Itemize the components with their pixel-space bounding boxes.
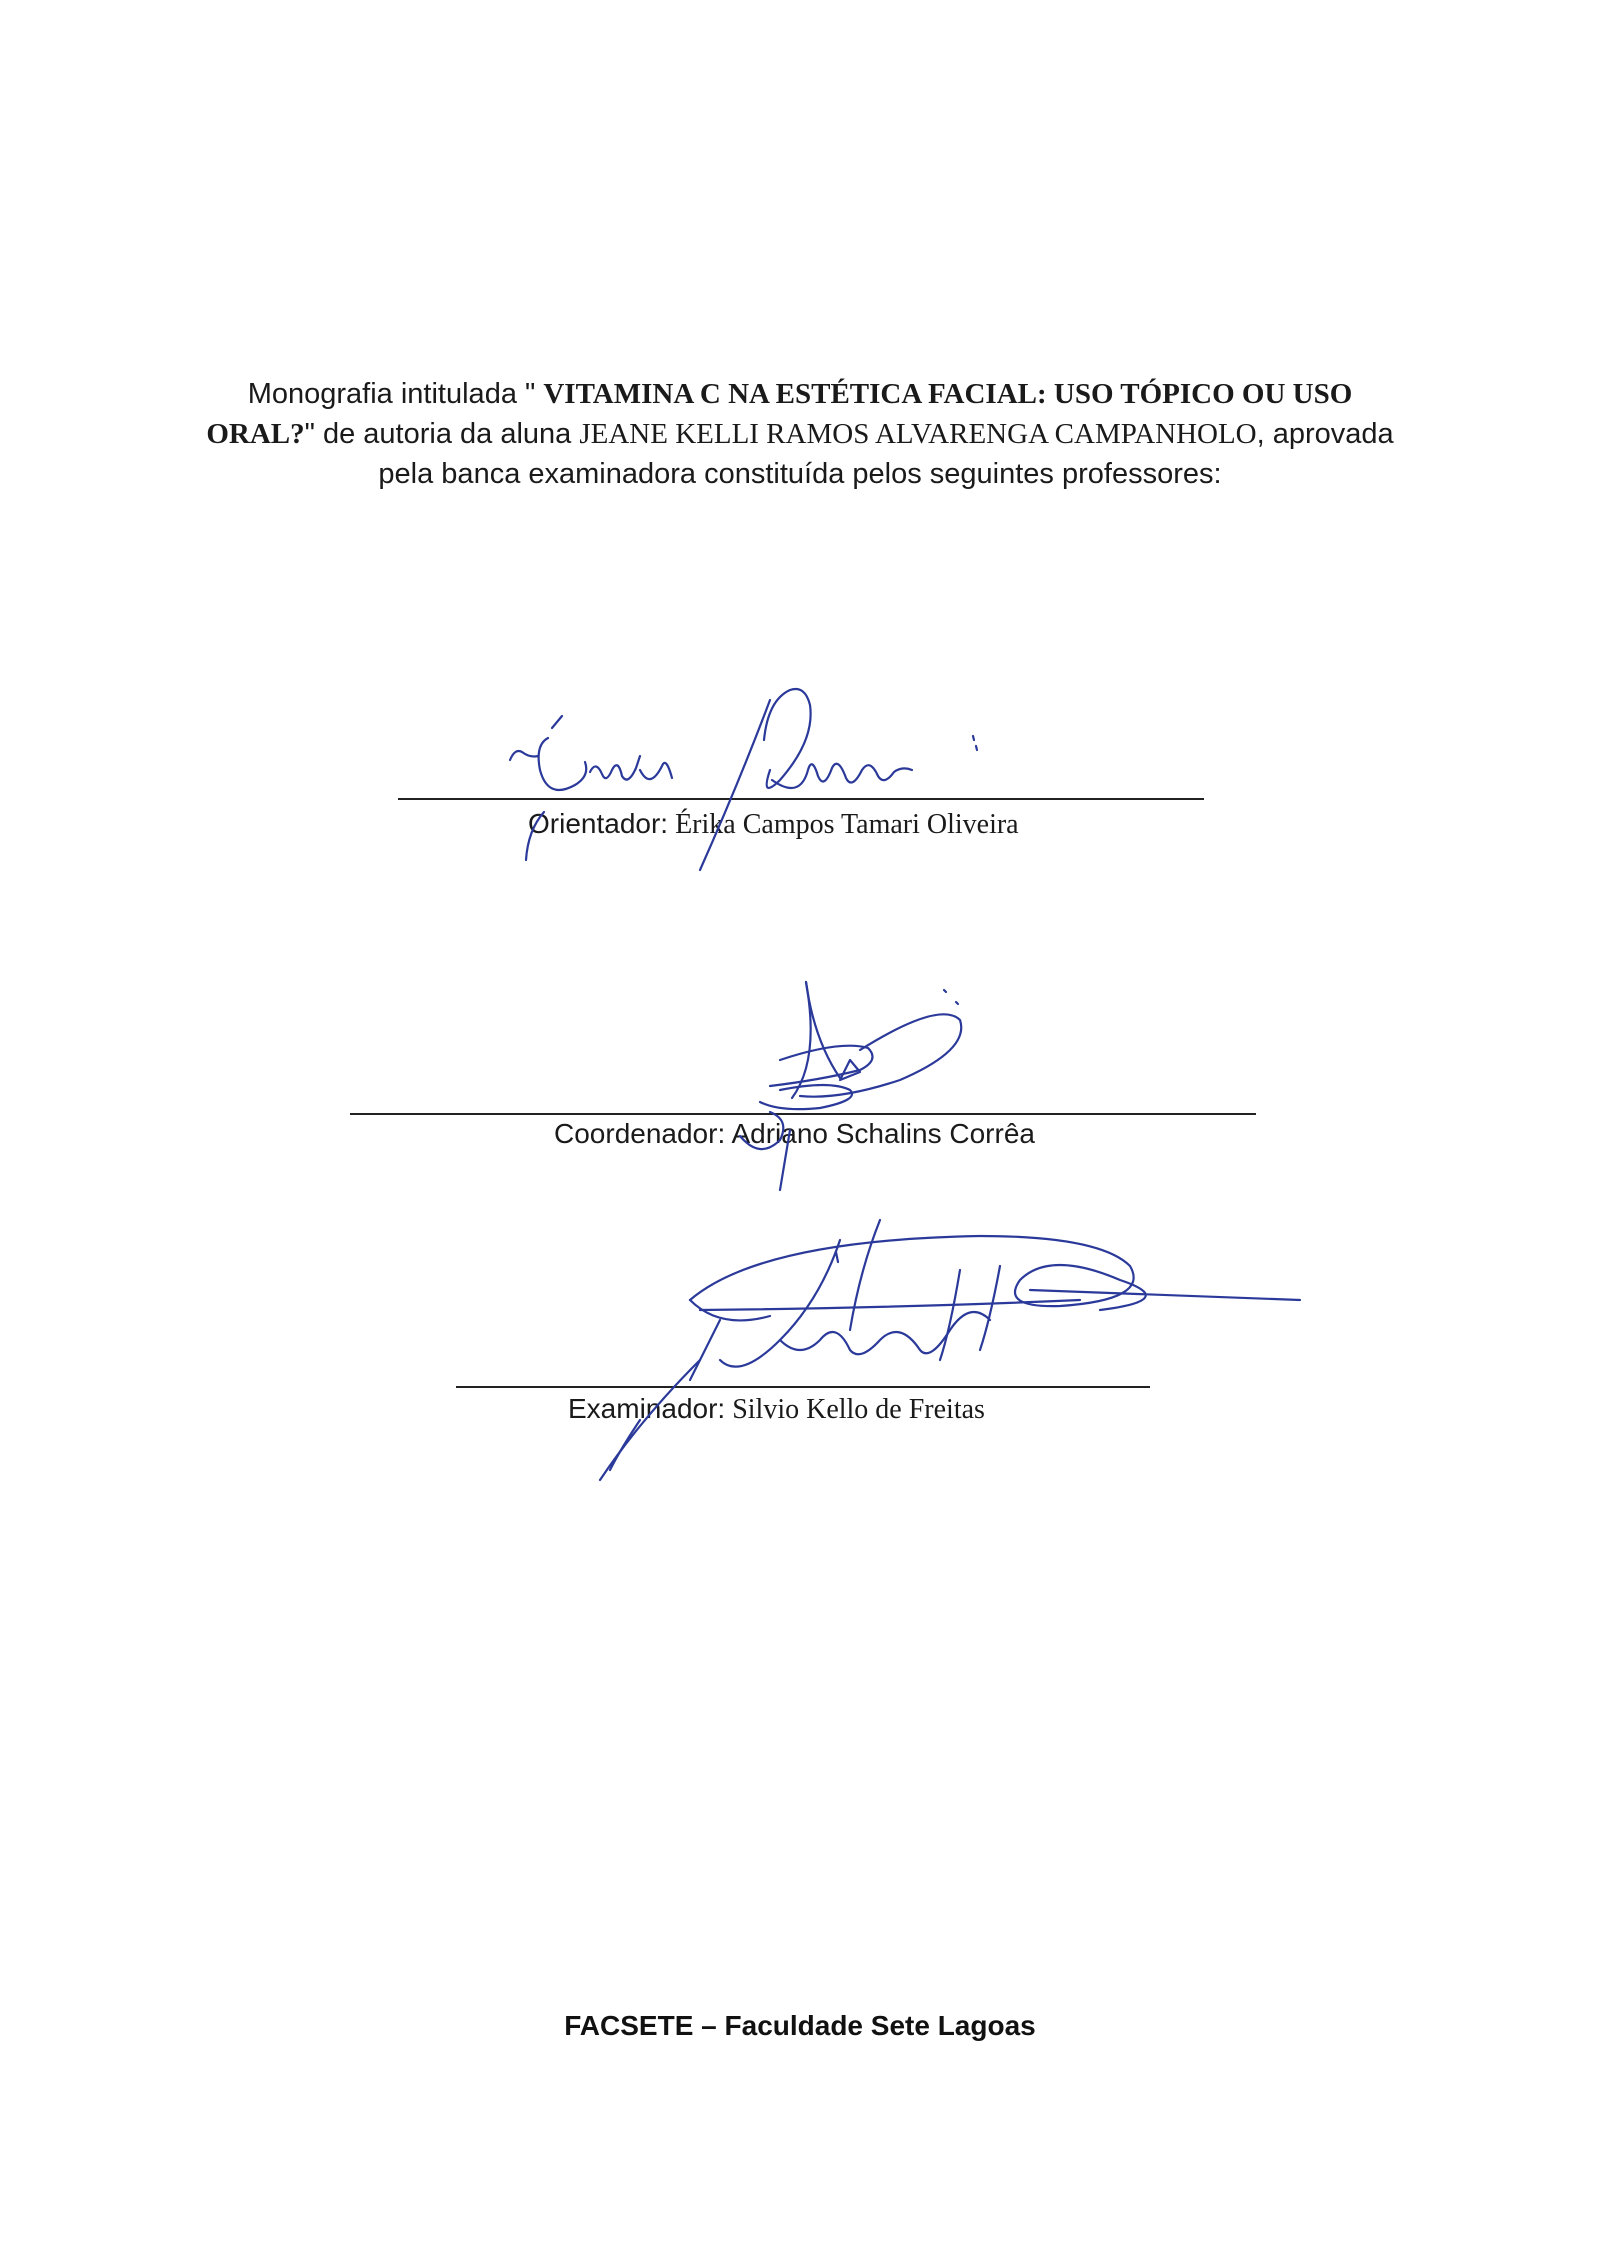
handwritten-signature-1 <box>510 689 977 870</box>
role-orientador: Orientador: <box>528 808 669 839</box>
signature-line-coordenador <box>350 1113 1256 1115</box>
name-orientador: Érika Campos Tamari Oliveira <box>675 809 1019 840</box>
institution-footer: FACSETE – Faculdade Sete Lagoas <box>564 2010 1036 2041</box>
signature-line-orientador <box>398 798 1204 800</box>
name-coordenador: Adriano Schalins Corrêa <box>731 1118 1035 1149</box>
caption-examinador <box>568 1393 985 1426</box>
signature-line-examinador <box>456 1386 1150 1388</box>
name-examinador: Silvio Kello de Freitas <box>732 1394 985 1425</box>
thesis-title: VITAMINA C NA ESTÉTICA FACIAL: USO TÓPICO OU USO ORAL? <box>206 378 1353 450</box>
intro-lead: Monografia intitulada " <box>247 378 544 410</box>
student-name: JEANE KELLI RAMOS ALVARENGA CAMPANHOLO <box>579 418 1257 450</box>
intro-tail: , aprovada pela banca examinadora constituída pelos seguintes professores: <box>378 418 1394 490</box>
handwritten-signature-2 <box>740 982 961 1190</box>
intro-mid: " de autoria da aluna <box>304 418 580 450</box>
approval-statement <box>200 374 1400 494</box>
caption-coordenador <box>554 1118 1035 1150</box>
role-examinador: Examinador: <box>568 1393 726 1424</box>
caption-orientador <box>528 808 1019 841</box>
handwritten-signature-3 <box>600 1220 1300 1480</box>
role-coordenador: Coordenador: <box>554 1118 726 1149</box>
